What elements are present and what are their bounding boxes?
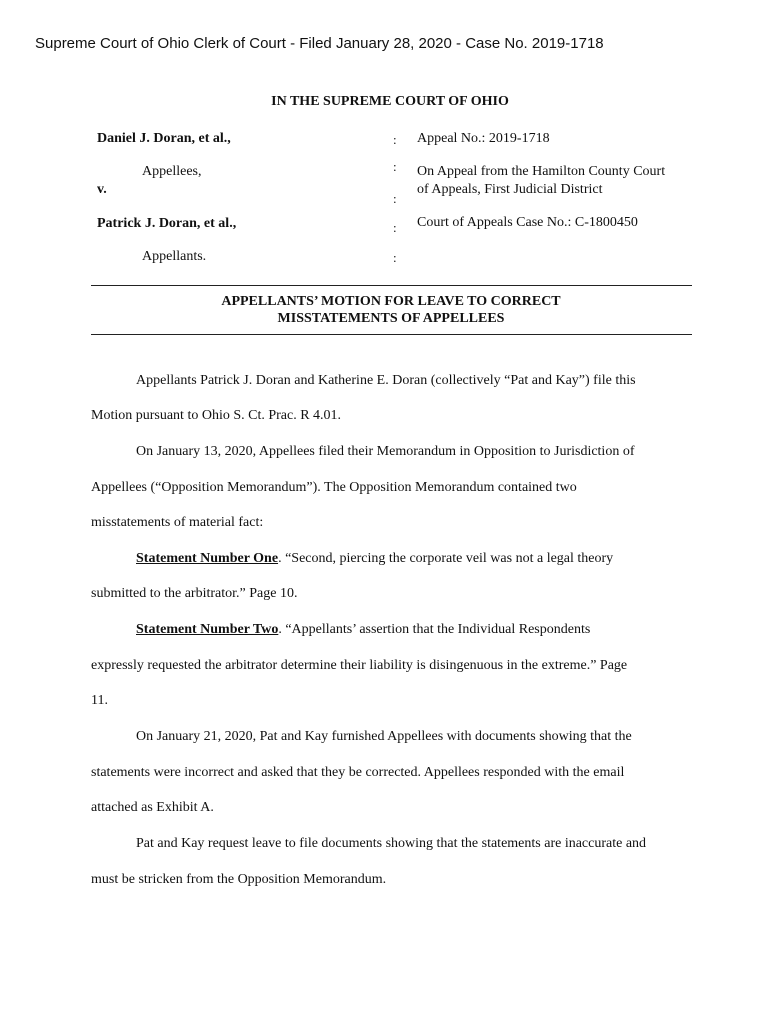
appellants-role: Appellants. [142, 249, 207, 264]
body-line: On January 13, 2020, Appellees filed their Memorandum in Opposition to Jurisdiction of [136, 444, 635, 459]
appellees-name: Daniel J. Doran, et al., [97, 131, 231, 146]
appellees-role: Appellees, [142, 164, 202, 179]
body-line: Appellants Patrick J. Doran and Katherine E. Doran (collectively “Pat and Kay”) file this [136, 373, 636, 388]
caption-divider-top [91, 285, 692, 286]
on-appeal-line-2: of Appeals, First Judicial District [417, 182, 603, 197]
statement-one-label: Statement Number One [136, 551, 279, 566]
statement-two-text: . “Appellants’ assertion that the Individual Respondents [278, 622, 591, 637]
appellants-name: Patrick J. Doran, et al., [97, 216, 237, 231]
caption-divider-bottom [91, 334, 692, 335]
court-of-appeals-case-number: Court of Appeals Case No.: C-1800450 [417, 215, 638, 230]
statement-two-label: Statement Number Two [136, 622, 279, 637]
versus-label: v. [97, 182, 107, 197]
caption-separator: : [393, 159, 397, 174]
court-name: IN THE SUPREME COURT OF OHIO [271, 94, 509, 109]
caption-separator: : [393, 191, 397, 206]
caption-separator: : [393, 250, 397, 265]
body-line: Appellees (“Opposition Memorandum”). The Opposition Memorandum contained two [91, 480, 577, 495]
appeal-number: Appeal No.: 2019-1718 [417, 131, 550, 146]
motion-title-line-2: MISSTATEMENTS OF APPELLEES [277, 311, 505, 326]
statement-one [136, 551, 613, 567]
on-appeal-line-1: On Appeal from the Hamilton County Court [417, 164, 666, 179]
body-line: misstatements of material fact: [91, 515, 264, 530]
body-line: expressly requested the arbitrator determine their liability is disingenuous in the extreme.” Page [91, 658, 628, 673]
body-line: 11. [91, 693, 108, 708]
statement-one-text: . “Second, piercing the corporate veil was not a legal theory [278, 551, 614, 566]
motion-title [0, 293, 770, 327]
body-line: statements were incorrect and asked that they be corrected. Appellees responded with the email [91, 765, 625, 780]
body-line: attached as Exhibit A. [91, 800, 214, 815]
caption-separator: : [393, 220, 397, 235]
body-line: must be stricken from the Opposition Memorandum. [91, 872, 387, 887]
motion-title-line-1: APPELLANTS’ MOTION FOR LEAVE TO CORRECT [221, 294, 561, 309]
caption-separator: : [393, 132, 397, 147]
filing-stamp: Supreme Court of Ohio Clerk of Court - Filed January 28, 2020 - Case No. 2019-1718 [35, 35, 604, 52]
body-line: submitted to the arbitrator.” Page 10. [91, 586, 298, 601]
body-line: Motion pursuant to Ohio S. Ct. Prac. R 4.01. [91, 408, 342, 423]
body-line: Pat and Kay request leave to file documents showing that the statements are inaccurate and [136, 836, 647, 851]
body-line: On January 21, 2020, Pat and Kay furnished Appellees with documents showing that the [136, 729, 632, 744]
statement-two [136, 622, 590, 638]
